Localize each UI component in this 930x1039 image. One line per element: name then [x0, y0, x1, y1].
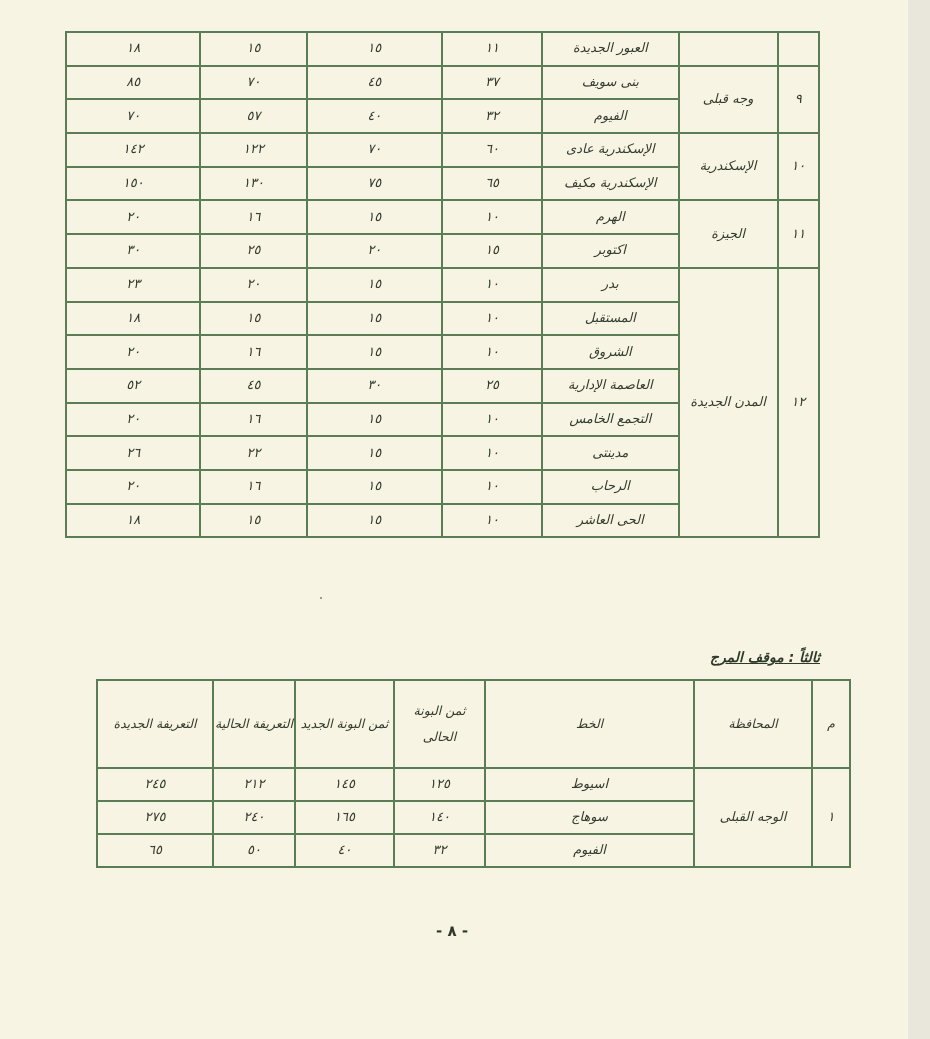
row-number — [778, 32, 819, 66]
value-cell: ٣٧ — [442, 66, 542, 100]
value-cell: ٢٥ — [442, 369, 542, 403]
governorate-cell: الإسكندرية — [679, 133, 778, 200]
value-cell: ١٤٠ — [394, 801, 485, 834]
value-cell: ٢٠ — [307, 234, 442, 268]
value-cell: ٨٥ — [66, 66, 200, 100]
value-cell: ١٥ — [307, 200, 442, 234]
route-cell: الإسكندرية عادى — [542, 133, 678, 167]
governorate-cell: الجيزة — [679, 200, 778, 267]
route-cell: بنى سويف — [542, 66, 678, 100]
table-row — [97, 768, 850, 801]
header-current-coupon: ثمن البونة الحالى — [394, 680, 485, 768]
value-cell: ٥٧ — [200, 99, 306, 133]
value-cell: ٣٠ — [66, 234, 200, 268]
value-cell: ١٠ — [442, 200, 542, 234]
value-cell: ٢٧٥ — [97, 801, 213, 834]
value-cell: ١٥ — [307, 335, 442, 369]
table-row — [66, 133, 819, 167]
value-cell: ٢٦ — [66, 436, 200, 470]
value-cell: ٤٥ — [200, 369, 306, 403]
route-cell: التجمع الخامس — [542, 403, 678, 437]
value-cell: ١٣٠ — [200, 167, 306, 201]
value-cell: ٦٥ — [97, 834, 213, 867]
value-cell: ١٠ — [442, 335, 542, 369]
value-cell: ١٥ — [307, 403, 442, 437]
header-new-fare: التعريفة الجديدة — [97, 680, 213, 768]
value-cell: ٣٢ — [394, 834, 485, 867]
route-cell: اسيوط — [485, 768, 694, 801]
value-cell: ١٤٢ — [66, 133, 200, 167]
value-cell: ١٠ — [442, 470, 542, 504]
value-cell: ٧٠ — [307, 133, 442, 167]
value-cell: ٤٠ — [307, 99, 442, 133]
value-cell: ٢٠ — [66, 335, 200, 369]
value-cell: ٧٠ — [66, 99, 200, 133]
route-cell: الرحاب — [542, 470, 678, 504]
value-cell: ٥٠ — [213, 834, 295, 867]
row-number: ١١ — [778, 200, 819, 267]
value-cell: ٢٠ — [66, 470, 200, 504]
value-cell: ٢٣ — [66, 268, 200, 302]
value-cell: ١٨ — [66, 302, 200, 336]
value-cell: ١١ — [442, 32, 542, 66]
value-cell: ٣٠ — [307, 369, 442, 403]
value-cell: ١٦ — [200, 335, 306, 369]
value-cell: ٧٠ — [200, 66, 306, 100]
route-cell: سوهاج — [485, 801, 694, 834]
value-cell: ١٤٥ — [295, 768, 394, 801]
route-cell: بدر — [542, 268, 678, 302]
row-number: ٩ — [778, 66, 819, 133]
table-row — [66, 268, 819, 302]
value-cell: ١٠ — [442, 302, 542, 336]
value-cell: ٢٥ — [200, 234, 306, 268]
route-cell: العبور الجديدة — [542, 32, 678, 66]
table-row — [66, 200, 819, 234]
governorate-cell: وجه قبلى — [679, 66, 778, 133]
row-number: ١٢ — [778, 268, 819, 538]
header-governorate: المحافظة — [694, 680, 812, 768]
route-cell: الهرم — [542, 200, 678, 234]
value-cell: ٣٢ — [442, 99, 542, 133]
value-cell: ٧٥ — [307, 167, 442, 201]
value-cell: ١٥ — [307, 268, 442, 302]
value-cell: ٢٢ — [200, 436, 306, 470]
table-row — [66, 32, 819, 66]
row-number: ١٠ — [778, 133, 819, 200]
header-route: الخط — [485, 680, 694, 768]
marg-station-table — [96, 679, 851, 868]
value-cell: ٢١٢ — [213, 768, 295, 801]
value-cell: ١٥ — [442, 234, 542, 268]
value-cell: ١٥ — [307, 504, 442, 538]
header-new-coupon: ثمن البونة الجديد — [295, 680, 394, 768]
header-current-fare: التعريفة الحالية — [213, 680, 295, 768]
value-cell: ١٠ — [442, 403, 542, 437]
route-cell: الشروق — [542, 335, 678, 369]
route-cell: الفيوم — [542, 99, 678, 133]
value-cell: ١٨ — [66, 504, 200, 538]
page-number: - ٨ - — [436, 922, 469, 940]
value-cell: ١٥ — [200, 32, 306, 66]
value-cell: ٢٠ — [66, 200, 200, 234]
value-cell: ٢٠ — [66, 403, 200, 437]
value-cell: ٢٠ — [200, 268, 306, 302]
section-title: ثالثاً : موقف المرج — [709, 650, 820, 666]
governorate-cell — [679, 32, 778, 66]
page-edge-shadow — [908, 0, 930, 1039]
governorate-cell: الوجه القبلى — [694, 768, 812, 867]
header-num: م — [812, 680, 850, 768]
route-cell: الحى العاشر — [542, 504, 678, 538]
table-row — [66, 66, 819, 100]
value-cell: ١٨ — [66, 32, 200, 66]
value-cell: ٥٢ — [66, 369, 200, 403]
fares-table-continued — [65, 31, 820, 538]
route-cell: الإسكندرية مكيف — [542, 167, 678, 201]
value-cell: ٤٥ — [307, 66, 442, 100]
route-cell: اكتوبر — [542, 234, 678, 268]
value-cell: ١٦ — [200, 403, 306, 437]
value-cell: ١٢٢ — [200, 133, 306, 167]
value-cell: ٢٤٠ — [213, 801, 295, 834]
value-cell: ٦٠ — [442, 133, 542, 167]
value-cell: ١٦ — [200, 470, 306, 504]
value-cell: ١٥ — [307, 436, 442, 470]
route-cell: العاصمة الإدارية — [542, 369, 678, 403]
value-cell: ١٥٠ — [66, 167, 200, 201]
value-cell: ١٠ — [442, 436, 542, 470]
value-cell: ١٠ — [442, 504, 542, 538]
scan-speck — [320, 597, 322, 599]
route-cell: مدينتى — [542, 436, 678, 470]
value-cell: ٤٠ — [295, 834, 394, 867]
value-cell: ٦٥ — [442, 167, 542, 201]
route-cell: الفيوم — [485, 834, 694, 867]
value-cell: ١٥ — [307, 32, 442, 66]
value-cell: ١٥ — [307, 470, 442, 504]
value-cell: ١٦٥ — [295, 801, 394, 834]
row-number: ١ — [812, 768, 850, 867]
value-cell: ١٠ — [442, 268, 542, 302]
governorate-cell: المدن الجديدة — [679, 268, 778, 538]
value-cell: ٢٤٥ — [97, 768, 213, 801]
value-cell: ١٥ — [200, 504, 306, 538]
value-cell: ١٦ — [200, 200, 306, 234]
value-cell: ١٥ — [200, 302, 306, 336]
value-cell: ١٢٥ — [394, 768, 485, 801]
route-cell: المستقبل — [542, 302, 678, 336]
value-cell: ١٥ — [307, 302, 442, 336]
